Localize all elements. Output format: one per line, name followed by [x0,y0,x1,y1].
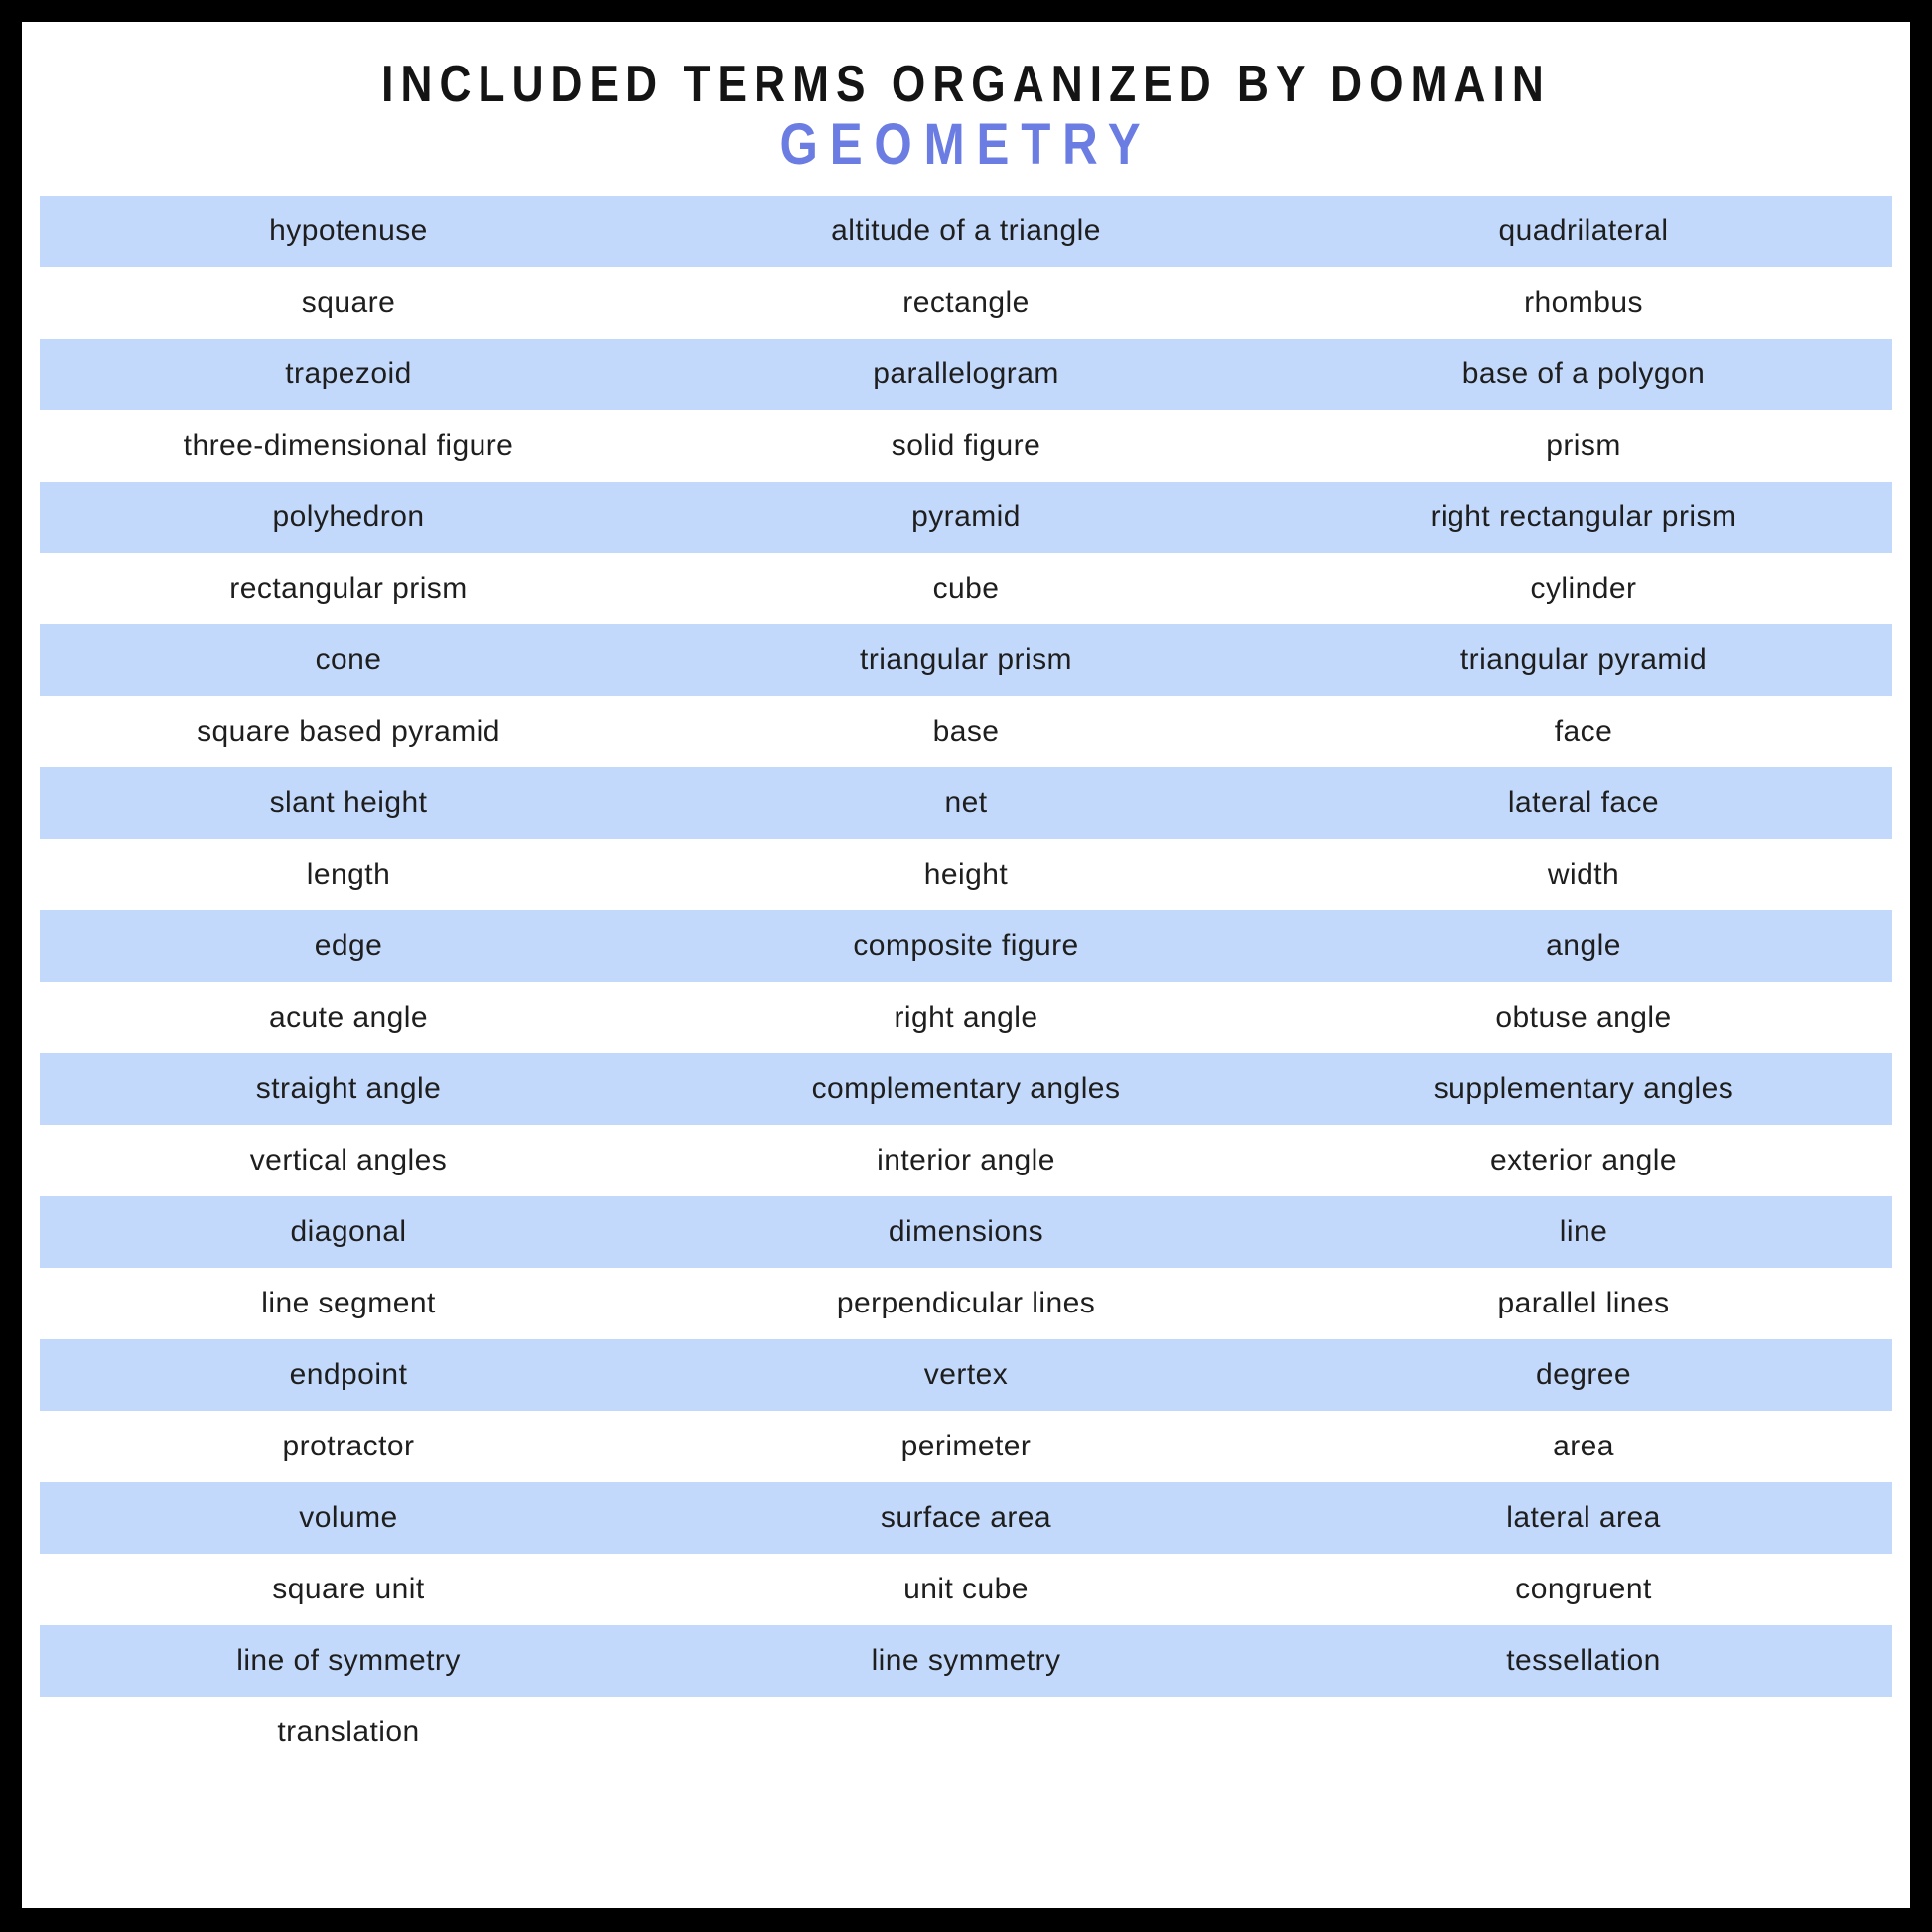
term-cell: straight angle [255,1072,442,1105]
term-cell: translation [277,1716,420,1748]
term-cell: exterior angle [1489,1144,1678,1176]
term-cell: pyramid [911,500,1021,533]
page-title: INCLUDED TERMS ORGANIZED BY DOMAIN [381,56,1551,113]
term-cell: line of symmetry [236,1644,461,1677]
term-cell: parallel lines [1497,1287,1670,1319]
term-cell: base [932,715,1000,748]
term-cell: right angle [894,1001,1038,1034]
term-cell: angle [1546,929,1621,962]
term-cell: diagonal [290,1215,407,1248]
term-cell: quadrilateral [1498,214,1669,247]
term-cell: line segment [261,1287,436,1319]
term-cell: interior angle [877,1144,1055,1176]
table-row [40,482,1892,553]
term-cell: dimensions [888,1215,1044,1248]
term-cell: square [301,286,396,319]
term-cell: vertex [923,1358,1009,1391]
term-cell: net [944,786,988,819]
term-cell: tessellation [1506,1644,1661,1677]
page-subtitle-domain: GEOMETRY [779,112,1153,177]
term-cell: area [1553,1430,1614,1462]
term-cell: slant height [269,786,428,819]
term-cell: three-dimensional figure [183,429,514,462]
table-row [40,1125,1892,1196]
table-row [40,767,1892,839]
table-row [40,1268,1892,1339]
term-cell: cone [315,643,382,676]
term-cell: rhombus [1524,286,1643,319]
term-cell: unit cube [903,1573,1029,1605]
term-cell: solid figure [891,429,1041,462]
table-row [40,624,1892,696]
table-row [40,339,1892,410]
term-cell: base of a polygon [1461,357,1706,390]
term-cell: line [1559,1215,1608,1248]
term-cell: trapezoid [285,357,412,390]
term-cell: composite figure [853,929,1079,962]
table-row [40,1697,1892,1768]
term-cell: vertical angles [249,1144,448,1176]
table-row [40,1053,1892,1125]
table-row [40,1554,1892,1625]
term-cell: supplementary angles [1433,1072,1734,1105]
table-row [40,1482,1892,1554]
term-cell: line symmetry [871,1644,1061,1677]
term-cell: prism [1546,429,1621,462]
table-row [40,553,1892,624]
term-cell: obtuse angle [1495,1001,1672,1034]
term-cell: lateral face [1507,786,1660,819]
term-cell: triangular prism [860,643,1072,676]
term-cell: edge [314,929,383,962]
term-cell: square based pyramid [197,715,500,748]
term-cell: volume [299,1501,398,1534]
table-row [40,910,1892,982]
term-cell: perpendicular lines [836,1287,1096,1319]
term-cell: width [1547,858,1620,891]
table-row [40,1339,1892,1411]
term-cell: polyhedron [272,500,425,533]
term-cell: degree [1535,1358,1632,1391]
table-row [40,696,1892,767]
term-cell: cube [932,572,1000,605]
term-cell: acute angle [268,1001,429,1034]
table-row [40,196,1892,267]
table-row [40,410,1892,482]
table-row [40,267,1892,339]
term-cell: perimeter [900,1430,1032,1462]
term-cell: square unit [272,1573,425,1605]
term-cell: rectangular prism [229,572,468,605]
term-cell: hypotenuse [269,214,428,247]
term-cell: height [923,858,1009,891]
term-cell: lateral area [1506,1501,1661,1534]
table-row [40,982,1892,1053]
term-cell: altitude of a triangle [831,214,1101,247]
term-cell: rectangle [902,286,1030,319]
term-cell: triangular pyramid [1459,643,1708,676]
table-row [40,1196,1892,1268]
term-cell: protractor [282,1430,415,1462]
term-cell: right rectangular prism [1430,500,1737,533]
term-cell: congruent [1515,1573,1652,1605]
table-row [40,1411,1892,1482]
term-cell: endpoint [289,1358,408,1391]
term-cell: complementary angles [811,1072,1121,1105]
term-cell: length [306,858,391,891]
terms-table [40,196,1892,1768]
term-cell: face [1554,715,1613,748]
term-cell: parallelogram [873,357,1059,390]
table-row [40,1625,1892,1697]
term-cell: cylinder [1530,572,1637,605]
table-row [40,839,1892,910]
term-cell: surface area [880,1501,1052,1534]
